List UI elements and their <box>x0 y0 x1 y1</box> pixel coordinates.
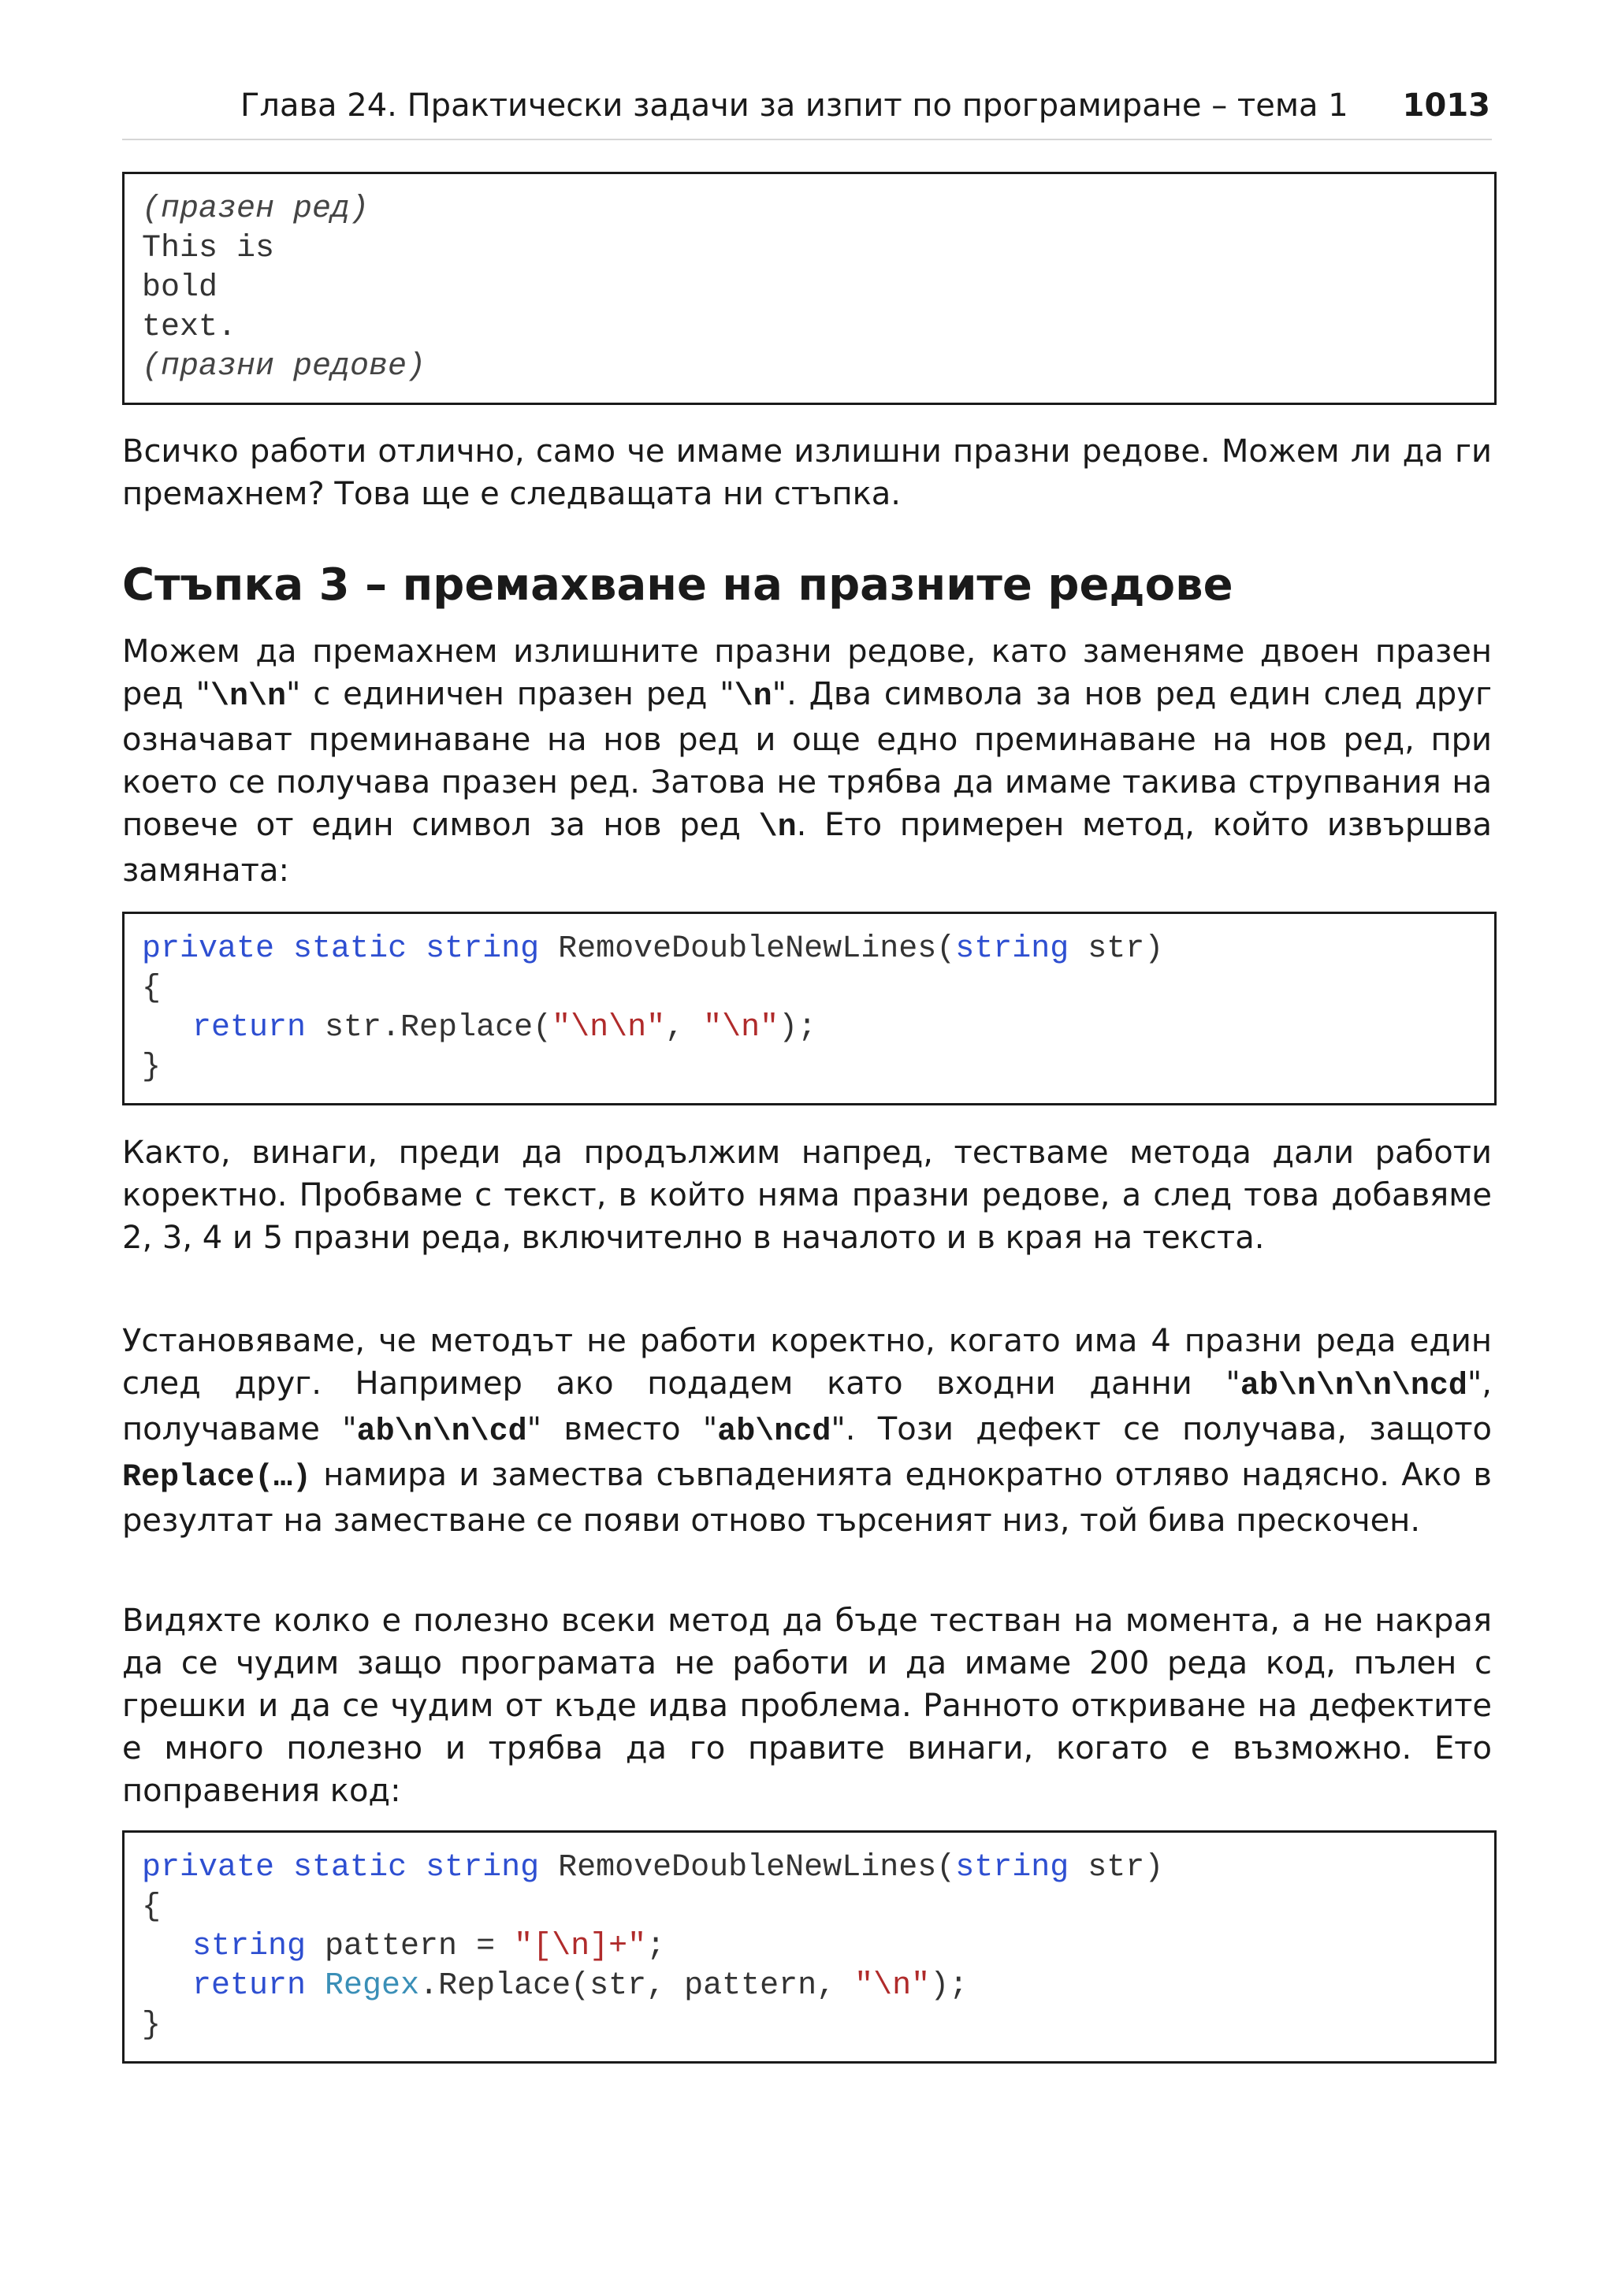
code-keyword: static <box>293 1850 407 1885</box>
page-header <box>122 84 1492 140</box>
code-keyword: string <box>955 1850 1069 1885</box>
text-run: " с единичен празен ред " <box>285 676 734 712</box>
code-text: , <box>665 1010 704 1046</box>
code-text: ); <box>930 1968 969 2004</box>
code-text: str) <box>1069 1850 1164 1885</box>
chapter-title: Глава 24. Практически задачи за изпит по програмиране – тема 1 <box>240 87 1348 124</box>
output-line: bold <box>142 270 218 306</box>
code-block-fixed <box>122 1830 1497 2064</box>
inline-code: \n <box>758 810 797 845</box>
code-text: RemoveDoubleNewLines( <box>539 1850 956 1885</box>
code-line <box>142 1927 1477 1967</box>
code-keyword: string <box>426 931 540 967</box>
code-line <box>142 1967 1477 2006</box>
paragraph-testing: Както, винаги, преди да продължим напред, тестваме метода дали работи коректно. Пробваме с текст, в който няма празни редове, а след това добавяме 2, 3, 4 и 5 празни реда, включително в началото и в края на текста. <box>122 1135 1492 1256</box>
paragraph-intro: Всичко работи отлично, само че имаме излишни празни редове. Можем ли да ги премахнем? Това ще е следващата ни стъпка. <box>122 433 1492 512</box>
code-line <box>142 930 1477 969</box>
output-line: (празен ред) <box>142 191 370 227</box>
output-line: text. <box>142 310 237 345</box>
inline-code: \n\n <box>210 679 286 715</box>
code-keyword: return <box>192 1010 307 1046</box>
text-run: Можем да премахнем излишните празни редове, като заменяме двоен празен ред " <box>122 633 1492 712</box>
paragraph-conclusion: Видяхте колко е полезно всеки метод да бъде тестван на момента, а не накрая да се чудим защо програмата не работи и да имаме 200 реда код, пълен с грешки и да се чудим от къде идва проблема. Ранното откриване на дефектите е много полезно и трябва да го правите винаги, когато е възможно. Ето поправения код: <box>122 1603 1492 1809</box>
output-line: (празни редове) <box>142 349 426 385</box>
text-run: Установяваме, че методът не работи коректно, когато има 4 празни реда един след друг. Например ако подадем като входни данни " <box>122 1323 1492 1402</box>
code-string: "\n" <box>854 1968 931 2004</box>
text-run: . Ето примерен метод, който извършва замяната: <box>122 807 1492 889</box>
text-run: ". Два символа за нов ред един след друг означават преминаване на нов ред и още едно преминаване на нов ред, при което се получава празен ред. Затова не трябва да имаме такива струпвания на повече от един символ за нов ред <box>122 676 1492 843</box>
code-keyword: string <box>955 931 1069 967</box>
code-line: } <box>142 1050 162 1085</box>
code-keyword: return <box>192 1968 307 2004</box>
code-string: "\n" <box>703 1010 779 1046</box>
paragraph-explanation <box>122 630 1492 892</box>
inline-code: ab\n\n\n\ncd <box>1240 1369 1467 1404</box>
code-text: RemoveDoubleNewLines( <box>539 931 956 967</box>
code-keyword: static <box>293 931 407 967</box>
code-text: pattern = <box>306 1929 515 1964</box>
code-line: { <box>142 1889 162 1925</box>
text-run: намира и замества съвпаденията еднократно отляво надясно. Ако в резултат на заместване се появи отново търсеният низ, той бива прескочен. <box>122 1457 1492 1539</box>
code-text: ; <box>646 1929 666 1964</box>
code-text: ); <box>779 1010 817 1046</box>
paragraph-defect <box>122 1320 1492 1542</box>
inline-code: ab\n\n\cd <box>356 1414 527 1450</box>
code-line: } <box>142 2008 162 2043</box>
code-line <box>142 1009 1477 1048</box>
inline-code: \n <box>734 679 772 715</box>
text-run: ". Този дефект се получава, защото <box>831 1411 1492 1447</box>
text-run: " вместо " <box>526 1411 718 1447</box>
inline-code: ab\ncd <box>717 1414 831 1450</box>
code-type: Regex <box>325 1968 420 2004</box>
output-example-box <box>122 172 1497 405</box>
code-text: str.Replace( <box>306 1010 552 1046</box>
code-string: "\n\n" <box>552 1010 666 1046</box>
code-block-initial <box>122 912 1497 1105</box>
page-number: 1013 <box>1402 87 1490 124</box>
code-keyword: string <box>426 1850 540 1885</box>
code-keyword: private <box>142 931 275 967</box>
code-line: { <box>142 971 162 1006</box>
output-line: This is <box>142 231 275 266</box>
inline-code: Replace(…) <box>122 1460 312 1495</box>
code-string: "[\n]+" <box>514 1929 647 1964</box>
code-text: .Replace(str, pattern, <box>419 1968 855 2004</box>
text-run: ", получаваме " <box>122 1365 1492 1447</box>
code-text: str) <box>1069 931 1164 967</box>
code-keyword: private <box>142 1850 275 1885</box>
section-heading: Стъпка 3 – премахване на празните редове <box>122 559 1233 611</box>
code-keyword: string <box>192 1929 307 1964</box>
code-line <box>142 1848 1477 1888</box>
